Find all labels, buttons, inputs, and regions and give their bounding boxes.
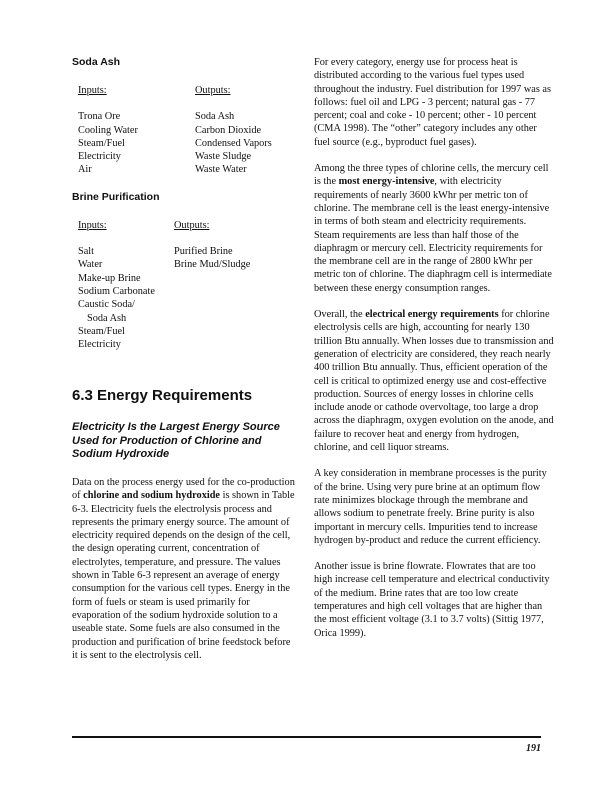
left-column — [72, 56, 297, 662]
list-item: Steam/Fuel — [78, 137, 125, 149]
brine-inputs — [78, 219, 174, 352]
paragraph — [314, 162, 554, 295]
section-title: 6.3 Energy Requirements — [72, 387, 253, 405]
brine-purification-heading: Brine Purification — [72, 190, 160, 203]
list-item: Brine Mud/Sludge — [174, 259, 251, 271]
paragraph — [72, 476, 297, 662]
soda-ash-io-table — [78, 84, 297, 177]
text-run: Overall, the — [314, 309, 366, 321]
paragraph: For every category, energy use for process heat is distributed according to the various fuel types used throughout the industry. Fuel distribution for 1997 was as follows: fuel oil and LPG - 3 percent; natural gas - 77 percent; coal and coke - 10 percent; other - 10 percent (CMA 1998). The “other” category includes any other fuel source (e.g., byproduct fuel gases). — [314, 57, 551, 148]
list-item: Waste Water — [195, 164, 247, 176]
bold-text: electrical energy requirements — [365, 309, 499, 321]
bold-text: chlorine and sodium hydroxide — [83, 490, 221, 502]
list-item: Waste Sludge — [195, 151, 252, 163]
subsection-title: Electricity Is the Largest Energy Source Used for Production of Chlorine and Sodium Hydroxide — [72, 421, 280, 461]
text-run: is shown in Table 6-3. Electricity fuels the electrolysis process and represents the primary energy source. The amount of electricity required depends on the design of the cell, the design operating current, concentration of electrolytes, temperature, and pressure. The values shown in Table 6-3 represent an average of energy consumption for the various cell types. Energy in the form of fuels or steam is used primarily for evaporation of the sodium hydroxide solution to a useable state. Some fuels are also consumed in the production and purification of brine feedstock before it is sent to the electrolysis cell. — [72, 490, 295, 661]
list-item: Caustic Soda/ — [78, 299, 135, 311]
brine-outputs — [174, 219, 250, 352]
text-run: Data on the process energy used for the co-production of — [72, 476, 295, 502]
soda-ash-outputs — [195, 84, 272, 177]
list-item: Steam/Fuel — [78, 325, 125, 337]
text-run: Among the three types of chlorine cells, the mercury cell is the — [314, 163, 549, 188]
list-item: Air — [78, 164, 92, 176]
list-item: Condensed Vapors — [195, 137, 272, 149]
outputs-label: Outputs: — [195, 85, 231, 96]
soda-ash-inputs — [78, 84, 195, 177]
page-number: 191 — [526, 743, 541, 754]
list-item: Soda Ash — [195, 111, 235, 123]
text-run: , with electricity requirements of nearly 3600 kWhr per metric ton of chlorine. The membrane cell is the least energy-intensive in terms of both steam and electricity requirements. Steam requirements are less than half those of the diaphragm or mercury cell. Electricity requirements for the membrane cell are in the range of 2800 kWhr per metric ton of chlorine. The diaphragm cell is intermediate between these energy consumption ranges. — [314, 176, 552, 294]
inputs-label: Inputs: — [78, 219, 107, 231]
paragraph — [314, 308, 554, 454]
list-item: Sodium Carbonate — [78, 285, 155, 297]
right-column — [314, 56, 554, 640]
footer-rule — [72, 736, 541, 738]
text-run: for chlorine electrolysis cells are high, accounting for nearly 130 trillion Btu annually. When losses due to transmission and generation of electricity are considered, they reach nearly 400 trillion Btu annually. Thus, efficient operation of the cell is critical to optimized energy use and cost-effective production. Sources of energy losses in chlorine cells include anode or cathode overvoltage, too large a drop across the diaphragm, oxygen evolution on the anode, and failure to recover heat and energy from hydrogen, chlorine, and cell liquor streams. — [314, 309, 554, 454]
soda-ash-heading: Soda Ash — [72, 56, 121, 68]
list-item: Water — [78, 259, 103, 271]
list-item: Electricity — [78, 151, 121, 163]
list-item: Salt — [78, 246, 95, 258]
inputs-label: Inputs: — [78, 85, 107, 96]
list-item: Make-up Brine — [78, 272, 141, 284]
paragraph: Another issue is brine flowrate. Flowrates that are too high increase cell temperature and electrical conductivity of the medium. Brine rates that are too low create temperatures and high cell voltages that are higher than the most efficient voltage (3.1 to 3.7 volts) (Sittig 1977, Orica 1999). — [314, 561, 550, 639]
list-item: Cooling Water — [78, 124, 138, 136]
brine-purification-io-table — [78, 219, 297, 352]
list-item: Electricity — [78, 339, 121, 351]
list-item: Carbon Dioxide — [195, 124, 262, 136]
list-item: Soda Ash — [87, 312, 127, 324]
outputs-label: Outputs: — [174, 219, 210, 231]
list-item: Purified Brine — [174, 246, 233, 258]
list-item: Trona Ore — [78, 111, 121, 123]
bold-text: most energy-intensive — [338, 176, 435, 188]
paragraph: A key consideration in membrane processes is the purity of the brine. Using very pure brine at an optimum flow rate minimizes blockage through the membrane and allows sodium to penetrate freely. Brine purity is also important in mercury cells. Impurities tend to increase hydrogen by-product and reduce the current efficiency. — [314, 468, 547, 546]
